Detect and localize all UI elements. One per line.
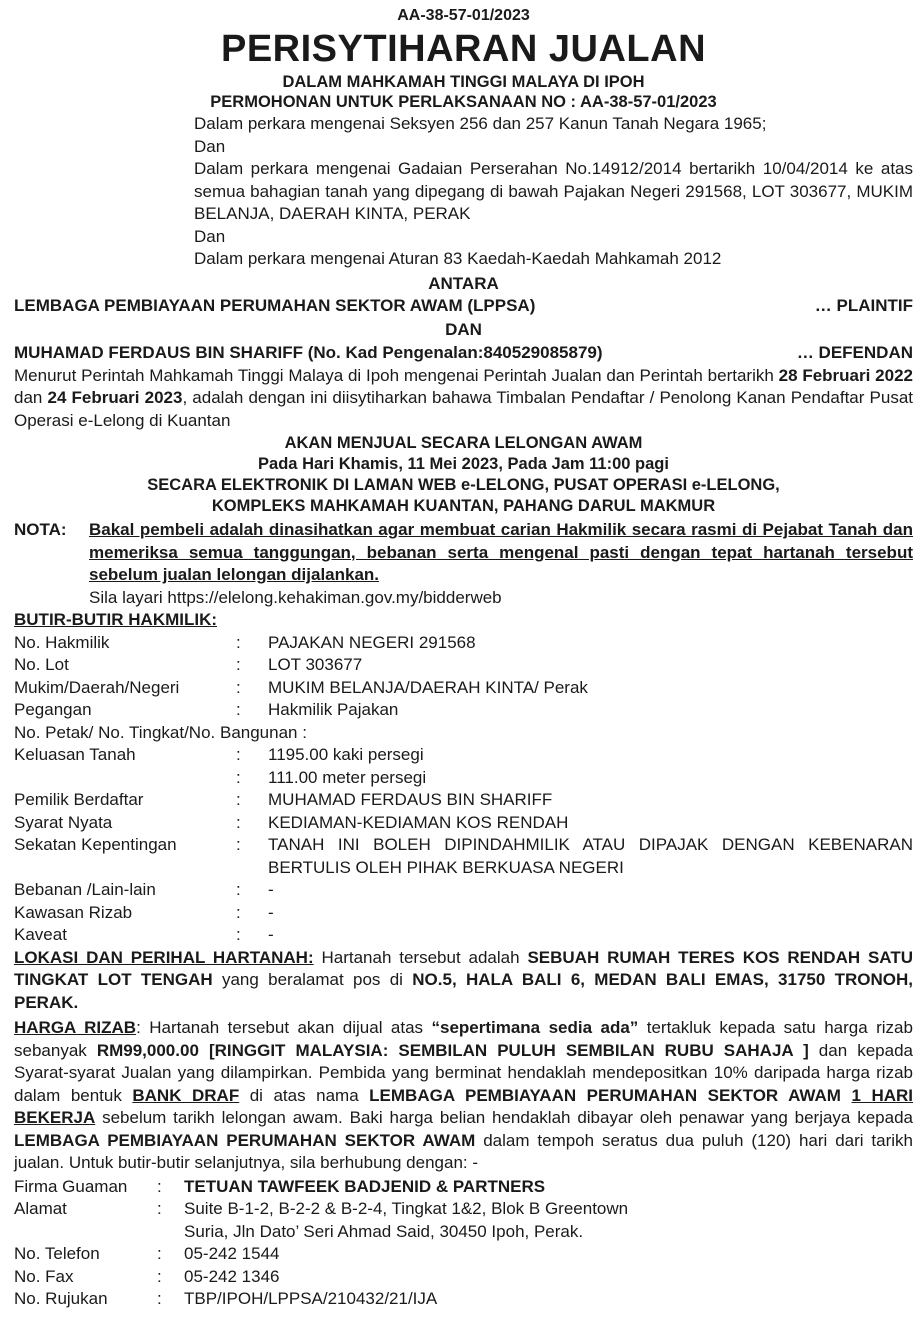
title-detail-row (14, 789, 913, 812)
location-text-1: Hartanah tersebut adalah (313, 947, 528, 967)
reserve-payee-1: LEMBAGA PEMBIAYAAN PERUMAHAN SEKTOR AWAM (369, 1085, 841, 1105)
location-address: NO.5, HALA BALI 6, MEDAN BALI EMAS, 31750 TRONOH, PERAK. (14, 970, 913, 1012)
detail-colon: : (236, 880, 241, 899)
detail-colon: : (236, 925, 241, 944)
contact-reference-row (14, 1288, 913, 1311)
reserve-heading: HARGA RIZAB (14, 1018, 137, 1037)
detail-value: 111.00 meter persegi (268, 767, 427, 787)
title-detail-row (14, 767, 913, 790)
detail-label: Pemilik Berdaftar (14, 790, 144, 809)
title-detail-row (14, 834, 913, 879)
contact-firm-label: Firma Guaman (14, 1176, 128, 1196)
location-text-2: yang beralamat pos di (212, 970, 413, 989)
detail-colon: : (236, 700, 241, 719)
detail-colon: : (236, 745, 241, 764)
contact-fax-value: 05-242 1346 (184, 1266, 280, 1286)
detail-value: LOT 303677 (268, 655, 363, 674)
contact-firm-row (14, 1176, 913, 1199)
detail-value: MUHAMAD FERDAUS BIN SHARIFF (268, 790, 553, 809)
detail-label: Mukim/Daerah/Negeri (14, 677, 180, 697)
title-detail-row (14, 924, 913, 947)
title-details-table-2 (14, 744, 913, 947)
dan-separator-1: Dan (194, 136, 226, 156)
location-property-type: SEBUAH RUMAH TERES KOS RENDAH SATU TINGKAT LOT TENGAH (14, 947, 913, 989)
detail-value: PAJAKAN NEGERI 291568 (268, 632, 476, 652)
detail-value: - (268, 880, 274, 899)
detail-colon: : (236, 632, 241, 652)
matter-3: Dalam perkara mengenai Aturan 83 Kaedah-Kaedah Mahkamah 2012 (194, 249, 722, 268)
detail-value: - (268, 925, 274, 944)
location-heading: LOKASI DAN PERIHAL HARTANAH: (14, 947, 314, 967)
defendant-name: MUHAMAD FERDAUS BIN SHARIFF (No. Kad Pengenalan:840529085879) (14, 343, 603, 362)
title-detail-row (14, 654, 913, 677)
proclamation-of-sale (14, 6, 913, 1311)
matter-2: Dalam perkara mengenai Gadaian Perserahan No.14912/2014 bertarikh 10/04/2014 ke atas semua bahagian tanah yang dipegang di bawah Pajakan Negeri 291568, LOT 303677, MUKIM BELANJA, DAERAH KINTA, PERAK (194, 159, 913, 223)
detail-label: Pegangan (14, 700, 92, 719)
reserve-text-3: dan kepada Syarat-syarat Jualan yang dilampirkan. Pembida yang berminat hendaklah mendepositkan 10% daripada harga rizab dalam bentuk (14, 1040, 913, 1105)
contact-address-value (184, 1198, 913, 1243)
title-details-heading: BUTIR-BUTIR HAKMILIK: (14, 610, 218, 629)
antara-heading: ANTARA (428, 273, 499, 293)
order-date-1: 28 Februari 2022 (778, 365, 913, 385)
contact-phone-row (14, 1243, 913, 1266)
dan-heading: DAN (445, 319, 482, 339)
contact-fax-label: No. Fax (14, 1266, 74, 1286)
nota-label: NOTA: (14, 520, 67, 539)
defendant-row (14, 342, 913, 365)
reserve-price-paragraph (14, 1017, 913, 1175)
page-title: PERISYTIHARAN JUALAN (220, 28, 707, 70)
contact-firm-value: TETUAN TAWFEEK BADJENID & PARTNERS (184, 1176, 546, 1196)
contact-reference-value: TBP/IPOH/LPPSA/210432/21/IJA (184, 1289, 438, 1308)
auction-line-4: KOMPLEKS MAHKAMAH KUANTAN, PAHANG DARUL MAKMUR (211, 497, 716, 515)
contact-table (14, 1176, 913, 1311)
detail-colon: : (236, 812, 241, 832)
detail-label: Syarat Nyata (14, 812, 113, 832)
nota-block (14, 519, 913, 609)
plaintiff-name: LEMBAGA PEMBIAYAAN PERUMAHAN SEKTOR AWAM (LPPSA) (14, 296, 536, 315)
application-number: PERMOHONAN UNTUK PERLAKSANAAN NO : AA-38-57-01/2023 (210, 93, 717, 111)
matter-1: Dalam perkara mengenai Seksyen 256 dan 257 Kanun Tanah Negara 1965; (194, 114, 767, 133)
reserve-deadline: 1 HARI BEKERJA (14, 1085, 914, 1127)
reserve-text-4: di atas nama (239, 1085, 370, 1105)
case-reference: AA-38-57-01/2023 (397, 7, 530, 24)
reserve-as-is: “sepertimana sedia ada” (431, 1018, 639, 1037)
title-details-table-1 (14, 632, 913, 722)
contact-phone-label: No. Telefon (14, 1244, 100, 1263)
detail-value: MUKIM BELANJA/DAERAH KINTA/ Perak (268, 677, 588, 697)
nota-url-line[interactable]: Sila layari https://elelong.kehakiman.gov.my/bidderweb (89, 587, 502, 607)
contact-colon: : (157, 1199, 162, 1218)
reserve-bank-draft: BANK DRAF (132, 1085, 240, 1105)
title-detail-row (14, 677, 913, 700)
court-order-paragraph (14, 365, 913, 433)
reserve-text-2: tertakluk kepada satu harga rizab sebanyak (14, 1018, 913, 1060)
detail-colon: : (236, 767, 241, 787)
auction-line-2: Pada Hari Khamis, 11 Mei 2023, Pada Jam 11:00 pagi (258, 455, 669, 473)
detail-colon: : (236, 677, 241, 697)
title-detail-row (14, 902, 913, 925)
detail-value: Hakmilik Pajakan (268, 700, 399, 719)
contact-address-line-2: Suria, Jln Dato’ Seri Ahmad Said, 30450 Ipoh, Perak. (184, 1221, 584, 1241)
title-detail-row (14, 699, 913, 722)
contact-fax-row (14, 1266, 913, 1289)
reserve-price: RM99,000.00 [RINGGIT MALAYSIA: SEMBILAN PULUH SEMBILAN RUBU SAHAJA ] (96, 1040, 809, 1060)
nota-body (89, 519, 913, 609)
detail-value: TANAH INI BOLEH DIPINDAHMILIK ATAU DIPAJAK DENGAN KEBENARAN BERTULIS OLEH PIHAK BERKUASA NEGERI (268, 835, 913, 877)
contact-address-label: Alamat (14, 1199, 67, 1218)
contact-colon: : (157, 1289, 162, 1308)
order-text-2: dan (14, 388, 48, 407)
reserve-text-6: sebelum tarikh lelongan awam. Baki harga belian hendaklah dibayar oleh penawar yang berjaya kepada (95, 1108, 913, 1127)
contact-address-line-1: Suite B-1-2, B-2-2 & B-2-4, Tingkat 1&2, Blok B Greentown (184, 1199, 629, 1218)
detail-colon: : (236, 790, 241, 809)
plaintiff-role: … PLAINTIF (814, 296, 913, 315)
detail-label: No. Lot (14, 655, 69, 674)
detail-colon: : (236, 835, 241, 854)
detail-label: Keluasan Tanah (14, 745, 136, 764)
plaintiff-row (14, 295, 913, 318)
court-name: DALAM MAHKAMAH TINGGI MALAYA DI IPOH (282, 73, 645, 91)
auction-details (14, 433, 913, 517)
auction-line-1: AKAN MENJUAL SECARA LELONGAN AWAM (284, 434, 643, 452)
detail-label: Kaveat (14, 925, 67, 944)
petak-row: No. Petak/ No. Tingkat/No. Bangunan : (14, 722, 307, 742)
detail-colon: : (236, 655, 241, 674)
title-detail-row (14, 879, 913, 902)
auction-line-3: SECARA ELEKTRONIK DI LAMAN WEB e-LELONG, PUSAT OPERASI e-LELONG, (147, 476, 780, 494)
detail-colon: : (236, 902, 241, 922)
detail-value: 1195.00 kaki persegi (268, 745, 424, 764)
title-detail-row (14, 812, 913, 835)
detail-label: Kawasan Rizab (14, 902, 133, 922)
order-date-2: 24 Februari 2023 (47, 388, 183, 407)
reserve-text-7: dalam tempoh seratus dua puluh (120) hari dari tarikh jualan. Untuk butir-butir selanjutnya, sila berhubung dengan: - (14, 1130, 914, 1172)
reserve-text-5 (841, 1086, 852, 1105)
contact-address-row (14, 1198, 913, 1243)
detail-value: - (268, 902, 274, 922)
detail-label: No. Hakmilik (14, 632, 110, 652)
contact-colon: : (157, 1244, 162, 1263)
matters-block (14, 113, 913, 271)
detail-value: KEDIAMAN-KEDIAMAN KOS RENDAH (268, 812, 569, 832)
detail-label (14, 767, 236, 790)
title-detail-row (14, 744, 913, 767)
detail-label: Bebanan /Lain-lain (14, 880, 156, 899)
title-detail-row (14, 632, 913, 655)
contact-colon: : (157, 1176, 162, 1196)
reserve-text-1: : Hartanah tersebut akan dijual atas (136, 1018, 432, 1037)
contact-colon: : (157, 1266, 162, 1286)
location-paragraph (14, 947, 913, 1015)
order-text-3: , adalah dengan ini diisytiharkan bahawa Timbalan Pendaftar / Penolong Kanan Pendaftar Pusat Operasi e-Lelong di Kuantan (14, 388, 913, 430)
defendant-role: … DEFENDAN (796, 343, 913, 362)
reserve-payee-2: LEMBAGA PEMBIAYAAN PERUMAHAN SEKTOR AWAM (14, 1130, 476, 1150)
contact-reference-label: No. Rujukan (14, 1289, 108, 1308)
order-text-1: Menurut Perintah Mahkamah Tinggi Malaya di Ipoh mengenai Perintah Jualan dan Perintah bertarikh (14, 365, 779, 385)
nota-text: Bakal pembeli adalah dinasihatkan agar membuat carian Hakmilik secara rasmi di Pejabat Tanah dan memeriksa semua tanggungan, bebanan serta mengenal pasti dengan tepat hartanah tersebut sebelum jualan lelongan dijalankan. (89, 520, 913, 584)
contact-phone-value[interactable]: 05-242 1544 (184, 1244, 280, 1263)
detail-label: Sekatan Kepentingan (14, 835, 177, 854)
dan-separator-2: Dan (194, 226, 226, 246)
